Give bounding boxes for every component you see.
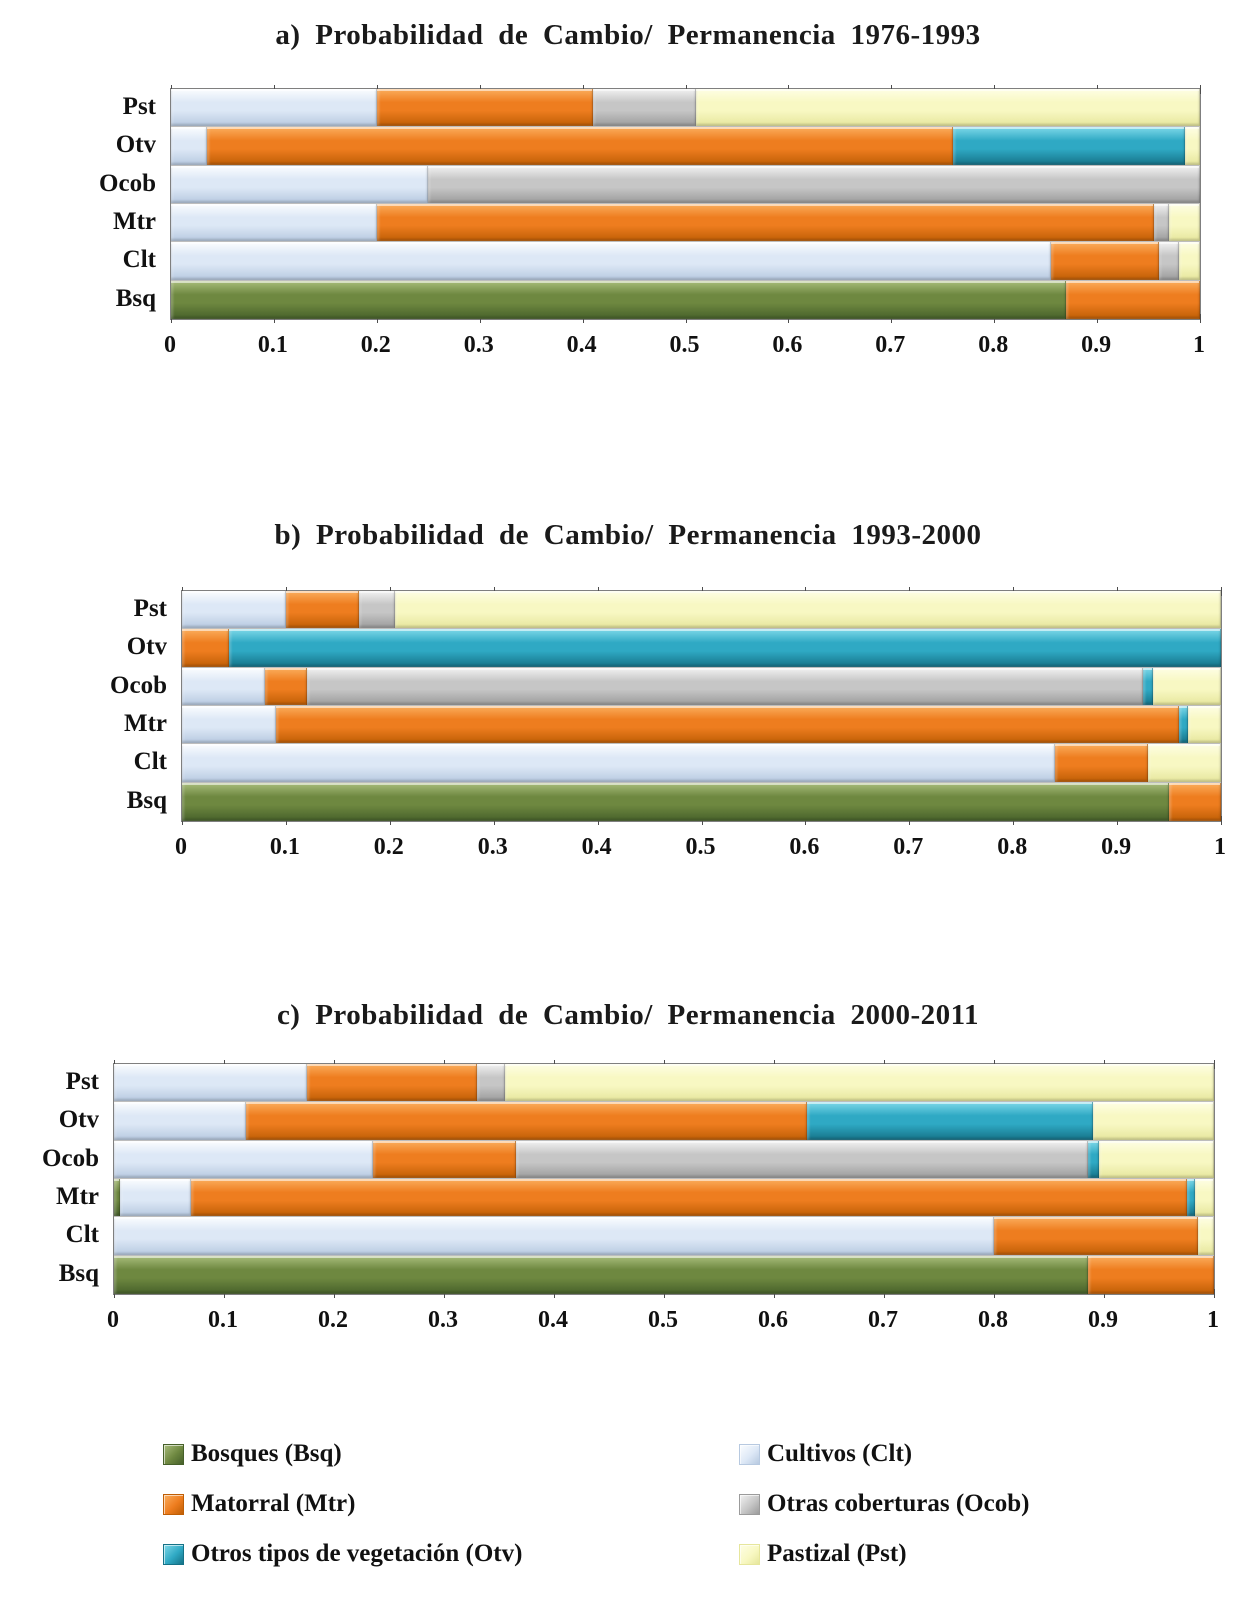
legend-column-right (739, 1438, 1029, 1588)
segment-clt-in-pst (182, 591, 286, 628)
category-label-mtr: Mtr (55, 1183, 99, 1211)
category-label-pst: Pst (122, 93, 156, 121)
category-label-bsq: Bsq (126, 786, 167, 814)
segment-mtr-in-mtr (191, 1179, 1187, 1216)
chart-c-category-axis (0, 1063, 99, 1293)
bar-row-otv (114, 1102, 1214, 1140)
segment-bsq-in-bsq (182, 783, 1169, 821)
segment-ocob-in-clt (1159, 242, 1180, 279)
segment-mtr-in-bsq (1088, 1256, 1215, 1294)
segment-mtr-in-bsq (1169, 783, 1221, 821)
segment-otv-in-otv (953, 127, 1185, 164)
axis-tick (1200, 314, 1201, 323)
x-tick-label: 0.6 (789, 834, 820, 860)
segment-clt-in-pst (171, 89, 377, 126)
bar-row-otv (182, 629, 1221, 667)
segment-pst-in-ocob (1099, 1141, 1215, 1178)
segment-ocob-in-pst (593, 89, 696, 126)
segment-mtr-in-ocob (265, 668, 307, 705)
category-label-otv: Otv (115, 131, 156, 159)
segment-ocob-in-ocob (516, 1141, 1088, 1178)
bar-row-pst (114, 1064, 1214, 1102)
x-tick-label: 0.2 (360, 332, 391, 358)
x-tick-label: 0.6 (772, 332, 803, 358)
chart-b-bars (182, 591, 1221, 821)
x-tick-label: 0.1 (269, 834, 300, 860)
category-label-bsq: Bsq (115, 284, 156, 312)
bar-row-pst (171, 89, 1200, 127)
segment-clt-in-otv (171, 127, 207, 164)
x-tick-label: 0.4 (566, 332, 597, 358)
bar-row-bsq (182, 783, 1221, 821)
x-tick-label: 0.3 (477, 834, 508, 860)
x-tick-label: 0.9 (1081, 332, 1112, 358)
segment-ocob-in-mtr (1154, 204, 1169, 241)
category-label-clt: Clt (133, 748, 167, 776)
segment-pst-in-otv (1185, 127, 1200, 164)
segment-mtr-in-otv (207, 127, 953, 164)
bar-row-mtr (171, 204, 1200, 242)
chart-a-1976-1993 (0, 14, 1256, 374)
x-tick-label: 1 (1193, 332, 1205, 358)
segment-clt-in-ocob (114, 1141, 373, 1178)
segment-bsq-in-bsq (114, 1256, 1088, 1294)
segment-bsq-in-bsq (171, 281, 1066, 319)
segment-otv-in-mtr (1187, 1179, 1196, 1216)
category-label-ocob: Ocob (99, 169, 156, 197)
legend-swatch-mtr-icon (163, 1494, 184, 1515)
legend-item-otv (163, 1538, 522, 1570)
axis-tick (1221, 816, 1222, 825)
chart-c-title: c) Probabilidad de Cambio/ Permanencia 2000-2011 (276, 999, 980, 1031)
category-label-clt: Clt (122, 246, 156, 274)
segment-pst-in-pst (696, 89, 1200, 126)
segment-mtr-in-clt (1055, 744, 1149, 781)
segment-mtr-in-pst (377, 89, 593, 126)
x-tick-label: 0.3 (428, 1307, 458, 1333)
x-tick-label: 0.7 (893, 834, 924, 860)
x-tick-label: 0.7 (868, 1307, 898, 1333)
legend-label-ocob: Otras coberturas (Ocob) (767, 1490, 1030, 1517)
legend-swatch-pst-icon (739, 1544, 760, 1565)
axis-tick (1214, 1060, 1215, 1069)
category-label-ocob: Ocob (110, 671, 167, 699)
legend-item-bsq (163, 1438, 522, 1470)
segment-pst-in-clt (1198, 1217, 1215, 1254)
legend-label-bsq: Bosques (Bsq) (191, 1440, 342, 1467)
chart-a-category-axis (0, 88, 156, 318)
category-label-mtr: Mtr (112, 208, 156, 236)
segment-mtr-in-otv (246, 1102, 807, 1139)
chart-a-x-axis (164, 332, 1205, 364)
segment-mtr-in-otv (182, 629, 229, 666)
segment-ocob-in-pst (477, 1064, 505, 1101)
category-label-mtr: Mtr (123, 710, 167, 738)
bar-row-clt (114, 1217, 1214, 1255)
x-tick-label: 0.8 (997, 834, 1028, 860)
segment-mtr-in-ocob (373, 1141, 516, 1178)
bar-row-mtr (114, 1179, 1214, 1217)
x-tick-label: 0.1 (208, 1307, 238, 1333)
chart-c-x-axis (107, 1307, 1219, 1339)
category-label-otv: Otv (126, 633, 167, 661)
legend (0, 1438, 1256, 1608)
x-tick-label: 1 (1207, 1307, 1219, 1333)
chart-b-category-axis (0, 590, 167, 820)
bar-row-bsq (114, 1256, 1214, 1294)
segment-pst-in-mtr (1195, 1179, 1214, 1216)
x-tick-label: 0.5 (648, 1307, 678, 1333)
x-tick-label: 0.5 (685, 834, 716, 860)
segment-ocob-in-ocob (428, 166, 1200, 203)
bar-row-mtr (182, 706, 1221, 744)
segment-mtr-in-mtr (276, 706, 1180, 743)
segment-pst-in-otv (1093, 1102, 1214, 1139)
legend-swatch-clt-icon (739, 1444, 760, 1465)
segment-pst-in-pst (395, 591, 1221, 628)
segment-mtr-in-mtr (377, 204, 1154, 241)
chart-a-title: a) Probabilidad de Cambio/ Permanencia 1976-1993 (275, 19, 981, 51)
x-tick-label: 0 (164, 332, 176, 358)
segment-mtr-in-clt (1051, 242, 1159, 279)
segment-mtr-in-bsq (1066, 281, 1200, 319)
segment-clt-in-mtr (182, 706, 276, 743)
x-tick-label: 0.9 (1101, 834, 1132, 860)
legend-label-clt: Cultivos (Clt) (767, 1440, 913, 1467)
bar-row-otv (171, 127, 1200, 165)
category-label-bsq: Bsq (58, 1259, 99, 1287)
x-tick-label: 0.8 (978, 1307, 1008, 1333)
chart-b-1993-2000 (0, 514, 1256, 874)
x-tick-label: 0.9 (1088, 1307, 1118, 1333)
chart-a-plot-area (170, 88, 1201, 320)
x-tick-label: 0.8 (978, 332, 1009, 358)
axis-tick (1214, 1289, 1215, 1298)
bar-row-clt (171, 242, 1200, 280)
segment-clt-in-clt (171, 242, 1051, 279)
legend-item-pst (739, 1538, 1029, 1570)
segment-clt-in-ocob (171, 166, 428, 203)
x-tick-label: 0.6 (758, 1307, 788, 1333)
bar-row-pst (182, 591, 1221, 629)
segment-clt-in-otv (114, 1102, 246, 1139)
legend-item-ocob (739, 1488, 1029, 1520)
chart-b-x-axis (175, 834, 1226, 866)
segment-otv-in-ocob (1143, 668, 1153, 705)
chart-b-title: b) Probabilidad de Cambio/ Permanencia 1993-2000 (274, 519, 982, 551)
segment-clt-in-ocob (182, 668, 265, 705)
legend-label-otv: Otros tipos de vegetación (Otv) (191, 1540, 523, 1567)
segment-clt-in-clt (114, 1217, 994, 1254)
segment-otv-in-otv (807, 1102, 1093, 1139)
chart-a-bars (171, 89, 1200, 319)
segment-pst-in-ocob (1153, 668, 1221, 705)
segment-otv-in-ocob (1088, 1141, 1099, 1178)
legend-label-pst: Pastizal (Pst) (767, 1540, 907, 1567)
segment-pst-in-clt (1148, 744, 1221, 781)
segment-mtr-in-pst (307, 1064, 478, 1101)
axis-tick (1221, 587, 1222, 596)
segment-clt-in-mtr (171, 204, 377, 241)
bar-row-bsq (171, 281, 1200, 319)
x-tick-label: 0.7 (875, 332, 906, 358)
category-label-pst: Pst (65, 1068, 99, 1096)
segment-pst-in-clt (1179, 242, 1200, 279)
legend-column-left (163, 1438, 522, 1588)
bar-row-ocob (182, 668, 1221, 706)
segment-ocob-in-pst (359, 591, 395, 628)
x-tick-label: 0 (107, 1307, 119, 1333)
x-tick-label: 0.4 (581, 834, 612, 860)
bar-row-clt (182, 744, 1221, 782)
segment-otv-in-otv (229, 629, 1221, 666)
x-tick-label: 0.5 (669, 332, 700, 358)
x-tick-label: 0.1 (257, 332, 288, 358)
segment-clt-in-pst (114, 1064, 307, 1101)
legend-swatch-ocob-icon (739, 1494, 760, 1515)
segment-pst-in-mtr (1169, 204, 1200, 241)
segment-clt-in-clt (182, 744, 1055, 781)
segment-clt-in-mtr (120, 1179, 192, 1216)
chart-c-bars (114, 1064, 1214, 1294)
x-tick-label: 0.2 (373, 834, 404, 860)
bar-row-ocob (114, 1141, 1214, 1179)
legend-swatch-otv-icon (163, 1544, 184, 1565)
legend-item-mtr (163, 1488, 522, 1520)
category-label-pst: Pst (133, 595, 167, 623)
legend-swatch-bsq-icon (163, 1444, 184, 1465)
segment-pst-in-pst (505, 1064, 1215, 1101)
legend-label-mtr: Matorral (Mtr) (191, 1490, 356, 1517)
legend-item-clt (739, 1438, 1029, 1470)
chart-c-plot-area (113, 1063, 1215, 1295)
chart-c-2000-2011 (0, 994, 1256, 1354)
axis-tick (1200, 85, 1201, 94)
bar-row-ocob (171, 166, 1200, 204)
chart-b-plot-area (181, 590, 1222, 822)
x-tick-label: 0 (175, 834, 187, 860)
category-label-ocob: Ocob (42, 1144, 99, 1172)
segment-otv-in-mtr (1179, 706, 1187, 743)
x-tick-label: 1 (1214, 834, 1226, 860)
category-label-clt: Clt (65, 1221, 99, 1249)
x-tick-label: 0.2 (318, 1307, 348, 1333)
category-label-otv: Otv (58, 1106, 99, 1134)
segment-mtr-in-pst (286, 591, 359, 628)
segment-mtr-in-clt (994, 1217, 1198, 1254)
x-tick-label: 0.3 (463, 332, 494, 358)
segment-pst-in-mtr (1188, 706, 1221, 743)
segment-ocob-in-ocob (307, 668, 1143, 705)
x-tick-label: 0.4 (538, 1307, 568, 1333)
